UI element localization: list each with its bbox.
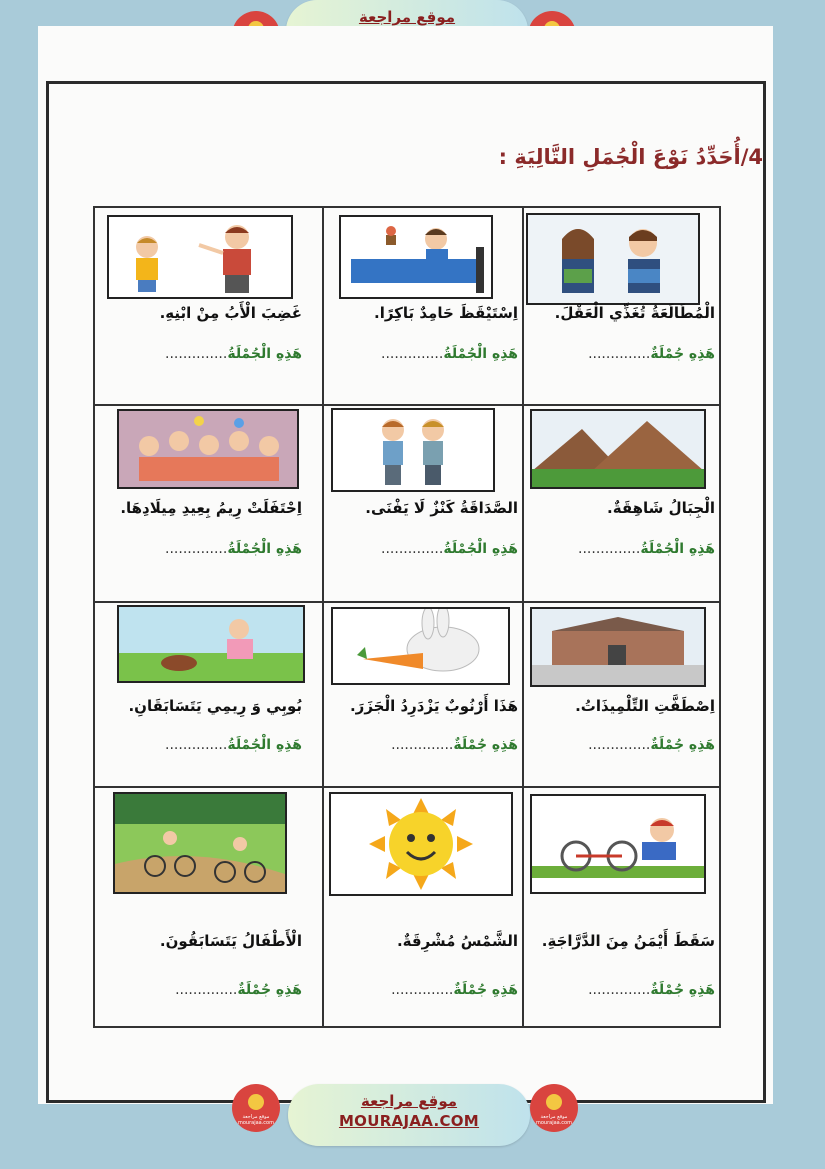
site-banner-bottom[interactable]	[288, 1084, 530, 1146]
exercise-grid	[93, 206, 721, 1028]
rabbit-carrot-icon	[331, 607, 510, 685]
sentence-4: الْجِبَالُ شَاهِقَةٌ.	[607, 499, 715, 517]
answer-line-2[interactable]: هَذِهِ الْجُمْلَةُ..............	[381, 346, 518, 362]
cell-5	[319, 404, 526, 601]
cell-8	[319, 601, 526, 786]
birthday-party-icon	[117, 409, 299, 489]
sentence-11: الشَّمْسُ مُشْرِقَةٌ.	[396, 932, 518, 950]
sentence-10: سَقَطَ أَيْمَنُ مِنَ الدَّرَّاجَةِ.	[541, 932, 715, 950]
sentence-3: غَضِبَ الْأَبُ مِنْ ابْنِهِ.	[159, 304, 302, 322]
exercise-title: 4/أُحَدِّدُ نَوْعَ الْجُمَلِ التَّالِيَةِ :	[498, 145, 763, 169]
answer-line-5[interactable]: هَذِهِ الْجُمْلَةُ..............	[381, 541, 518, 557]
cell-7	[516, 601, 723, 786]
boy-fell-bike-icon	[530, 794, 706, 894]
cell-10	[516, 786, 723, 1028]
banner-arabic-name: موقع مراجعة	[358, 8, 456, 26]
site-logo-right-bottom-icon: موقع مراجعة mourajaa.com	[530, 1084, 578, 1132]
children-cycling-icon	[113, 792, 287, 894]
sentence-6: اِحْتَفَلَتْ رِيمُ بِعِيدِ مِيلَادِهَا.	[120, 499, 302, 517]
two-friends-icon	[331, 408, 495, 492]
sentence-8: هَذَا أَرْنُوبٌ يَزْدَرِدُ الْجَزَرَ.	[349, 697, 518, 715]
kids-racing-icon	[117, 605, 305, 683]
sentence-1: الْمُطَالَعَةُ تُغَذِّي الْعَقْلَ.	[554, 304, 715, 322]
cell-1	[516, 208, 723, 404]
answer-line-1[interactable]: هَذِهِ جُمْلَةٌ..............	[588, 346, 715, 362]
cell-3	[103, 208, 310, 404]
cell-6	[103, 404, 310, 601]
cell-11	[319, 786, 526, 1028]
angry-father-icon	[107, 215, 293, 299]
answer-line-8[interactable]: هَذِهِ جُمْلَةٌ..............	[391, 737, 518, 753]
school-building-icon	[530, 607, 706, 687]
sentence-2: اِسْتَيْقَظَ حَامِدٌ بَاكِرًا.	[374, 304, 518, 322]
children-reading-icon	[526, 213, 700, 305]
site-logo-left-bottom-icon: موقع مراجعة mourajaa.com	[232, 1084, 280, 1132]
answer-line-6[interactable]: هَذِهِ الْجُمْلَةُ..............	[165, 541, 302, 557]
sentence-7: اِصْطَفَّتِ التِّلْمِيذَاتُ.	[575, 697, 715, 715]
sentence-9: بُوبِي وَ رِيمِي يَتَسَابَقَانِ.	[128, 697, 302, 715]
cell-4	[516, 404, 723, 601]
answer-line-3[interactable]: هَذِهِ الْجُمْلَةُ..............	[165, 346, 302, 362]
mountains-icon	[530, 409, 706, 489]
sentence-5: الصَّدَاقَةُ كَنْزٌ لَا يَفْنَى.	[365, 499, 518, 517]
cell-9	[103, 601, 310, 786]
boy-waking-up-icon	[339, 215, 493, 299]
answer-line-12[interactable]: هَذِهِ جُمْلَةٌ..............	[175, 982, 302, 998]
answer-line-7[interactable]: هَذِهِ جُمْلَةٌ..............	[588, 737, 715, 753]
answer-line-4[interactable]: هَذِهِ الْجُمْلَةُ..............	[578, 541, 715, 557]
answer-line-9[interactable]: هَذِهِ الْجُمْلَةُ..............	[165, 737, 302, 753]
cell-12	[103, 786, 310, 1028]
answer-line-11[interactable]: هَذِهِ جُمْلَةٌ..............	[391, 982, 518, 998]
banner-domain-bottom[interactable]: MOURAJAA.COM	[338, 1112, 480, 1130]
answer-line-10[interactable]: هَذِهِ جُمْلَةٌ..............	[588, 982, 715, 998]
smiling-sun-icon	[329, 792, 513, 896]
sentence-12: الْأَطْفَالُ يَتَسَابَقُونَ.	[159, 932, 302, 950]
banner-arabic-name-bottom: موقع مراجعة	[360, 1092, 458, 1110]
cell-2	[319, 208, 526, 404]
